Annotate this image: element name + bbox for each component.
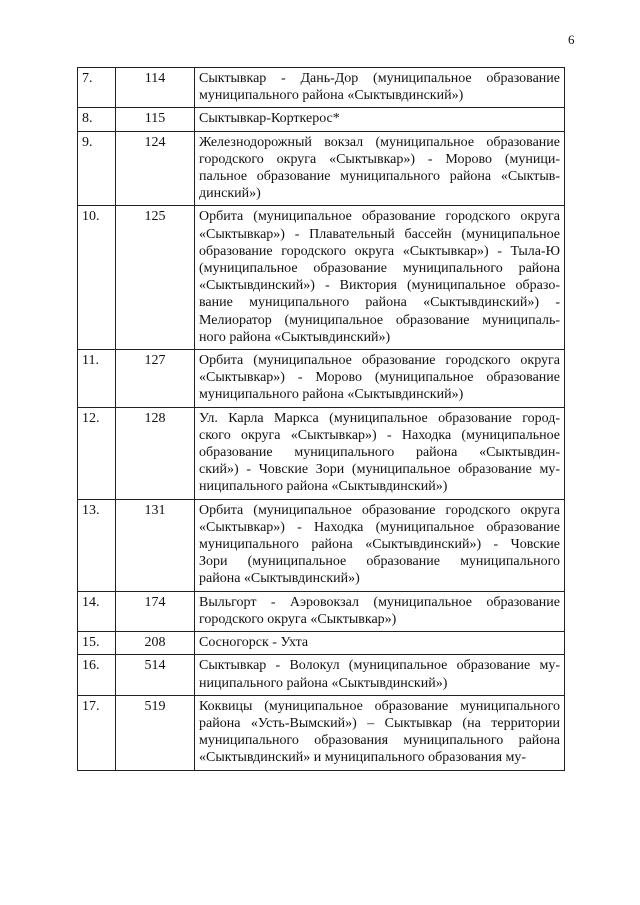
route-number-cell: 519 [116,695,195,770]
route-description-line: (муниципальное образование муниципального района [199,261,560,277]
row-number-cell: 17. [78,695,116,770]
route-description-line: ниципального района «Сыктывдинский») [199,675,448,691]
route-description-cell [195,695,565,770]
route-description-line: муниципального района «Сыктывдинский») - Човские [199,537,560,553]
route-description-cell [195,68,565,108]
route-number-cell: 128 [116,407,195,499]
route-description-cell [195,655,565,695]
row-number-cell: 7. [78,68,116,108]
table-row [78,206,565,350]
route-description-line: динский») [199,186,261,202]
table-row [78,131,565,206]
route-description-line: образование муниципального района «Сыктывдин- [199,445,560,461]
route-number-cell: 114 [116,68,195,108]
table-row [78,499,565,591]
row-number-cell: 16. [78,655,116,695]
route-description-cell [195,206,565,350]
route-description-line: городского округа «Сыктывкар») - Морово (муници- [199,151,560,167]
route-description-line: вание муниципального района «Сыктывдинский») - [199,295,560,311]
route-description-line: ниципального района «Сыктывдинский») [199,479,448,495]
table-row [78,695,565,770]
row-number-cell: 14. [78,591,116,631]
route-description-line: Мелиоратор (муниципальное образование муниципаль- [199,312,560,328]
route-description-cell [195,350,565,408]
route-description-line: Выльгорт - Аэровокзал (муниципальное образование [199,594,560,610]
route-description-line: «Сыктывдинский» и муниципального образования му- [199,750,527,766]
row-number-cell: 12. [78,407,116,499]
routes-table [77,67,565,771]
row-number-cell: 9. [78,131,116,206]
route-number-cell: 174 [116,591,195,631]
route-description-line: Сыктывкар - Дань-Дор (муниципальное образование [199,71,560,86]
route-description-line: Железнодорожный вокзал (муниципальное образование [199,134,560,150]
route-description-line: «Сыктывкар») - Морово (муниципальное образование [199,370,560,386]
route-description-cell [195,131,565,206]
route-description-line: «Сыктывдинский») - Виктория (муниципальное образо- [199,278,560,294]
route-description-cell [195,591,565,631]
route-description-line: Зори (муниципальное образование муниципального [199,554,560,570]
route-number-cell: 208 [116,632,195,655]
route-description-line: Сосногорск - Ухта [199,635,309,651]
table-row [78,68,565,108]
table-row [78,407,565,499]
route-description-line: муниципального района «Сыктывдинский») [199,88,464,104]
route-description-line: «Сыктывкар») - Плавательный бассейн (муниципальное [199,226,560,242]
route-number-cell: 125 [116,206,195,350]
route-description-line: «Сыктывкар») - Находка (муниципальное образование [199,519,560,535]
route-description-line: Коквицы (муниципальное образование муниципального [199,698,560,714]
route-number-cell: 124 [116,131,195,206]
route-description-line: района «Усть-Вымский») – Сыктывкар (на территории [199,715,560,731]
route-description-line: муниципального района «Сыктывдинский») [199,387,464,403]
routes-table-body [78,68,565,771]
route-description-line: пальное образование муниципального района «Сыктыв- [199,169,560,185]
row-number-cell: 15. [78,632,116,655]
route-description-cell [195,499,565,591]
route-description-line: Орбита (муниципальное образование городского округа [199,502,560,518]
route-description-line: Орбита (муниципальное образование городского округа [199,353,560,369]
table-row [78,591,565,631]
route-description-line: Сыктывкар - Волокул (муниципальное образование му- [199,658,560,674]
table-row [78,632,565,655]
route-description-line: Ул. Карла Маркса (муниципальное образование город- [199,410,560,426]
page-number: 6 [568,32,575,47]
route-description-line: Орбита (муниципальное образование городского округа [199,209,560,225]
table-row [78,350,565,408]
route-description-line: образование городского округа «Сыктывкар») - Тыла-Ю [199,243,560,259]
route-description-cell [195,632,565,655]
route-description-line: муниципального образования муниципального района [199,733,560,749]
row-number-cell: 8. [78,108,116,131]
route-number-cell: 115 [116,108,195,131]
route-description-line: ского округа «Сыктывкар») - Находка (муниципальное [199,427,560,443]
route-description-line: Сыктывкар-Корткерос* [199,111,340,127]
table-row [78,655,565,695]
route-description-line: района «Сыктывдинский») [199,571,360,587]
table-row [78,108,565,131]
row-number-cell: 11. [78,350,116,408]
route-description-line: городского округа «Сыктывкар») [199,611,397,627]
row-number-cell: 13. [78,499,116,591]
route-description-cell [195,407,565,499]
route-description-line: ский») - Човские Зори (муниципальное образование му- [199,462,560,478]
route-number-cell: 131 [116,499,195,591]
route-description-cell [195,108,565,131]
route-description-line: ного района «Сыктывдинский») [199,329,391,345]
route-number-cell: 514 [116,655,195,695]
row-number-cell: 10. [78,206,116,350]
route-number-cell: 127 [116,350,195,408]
